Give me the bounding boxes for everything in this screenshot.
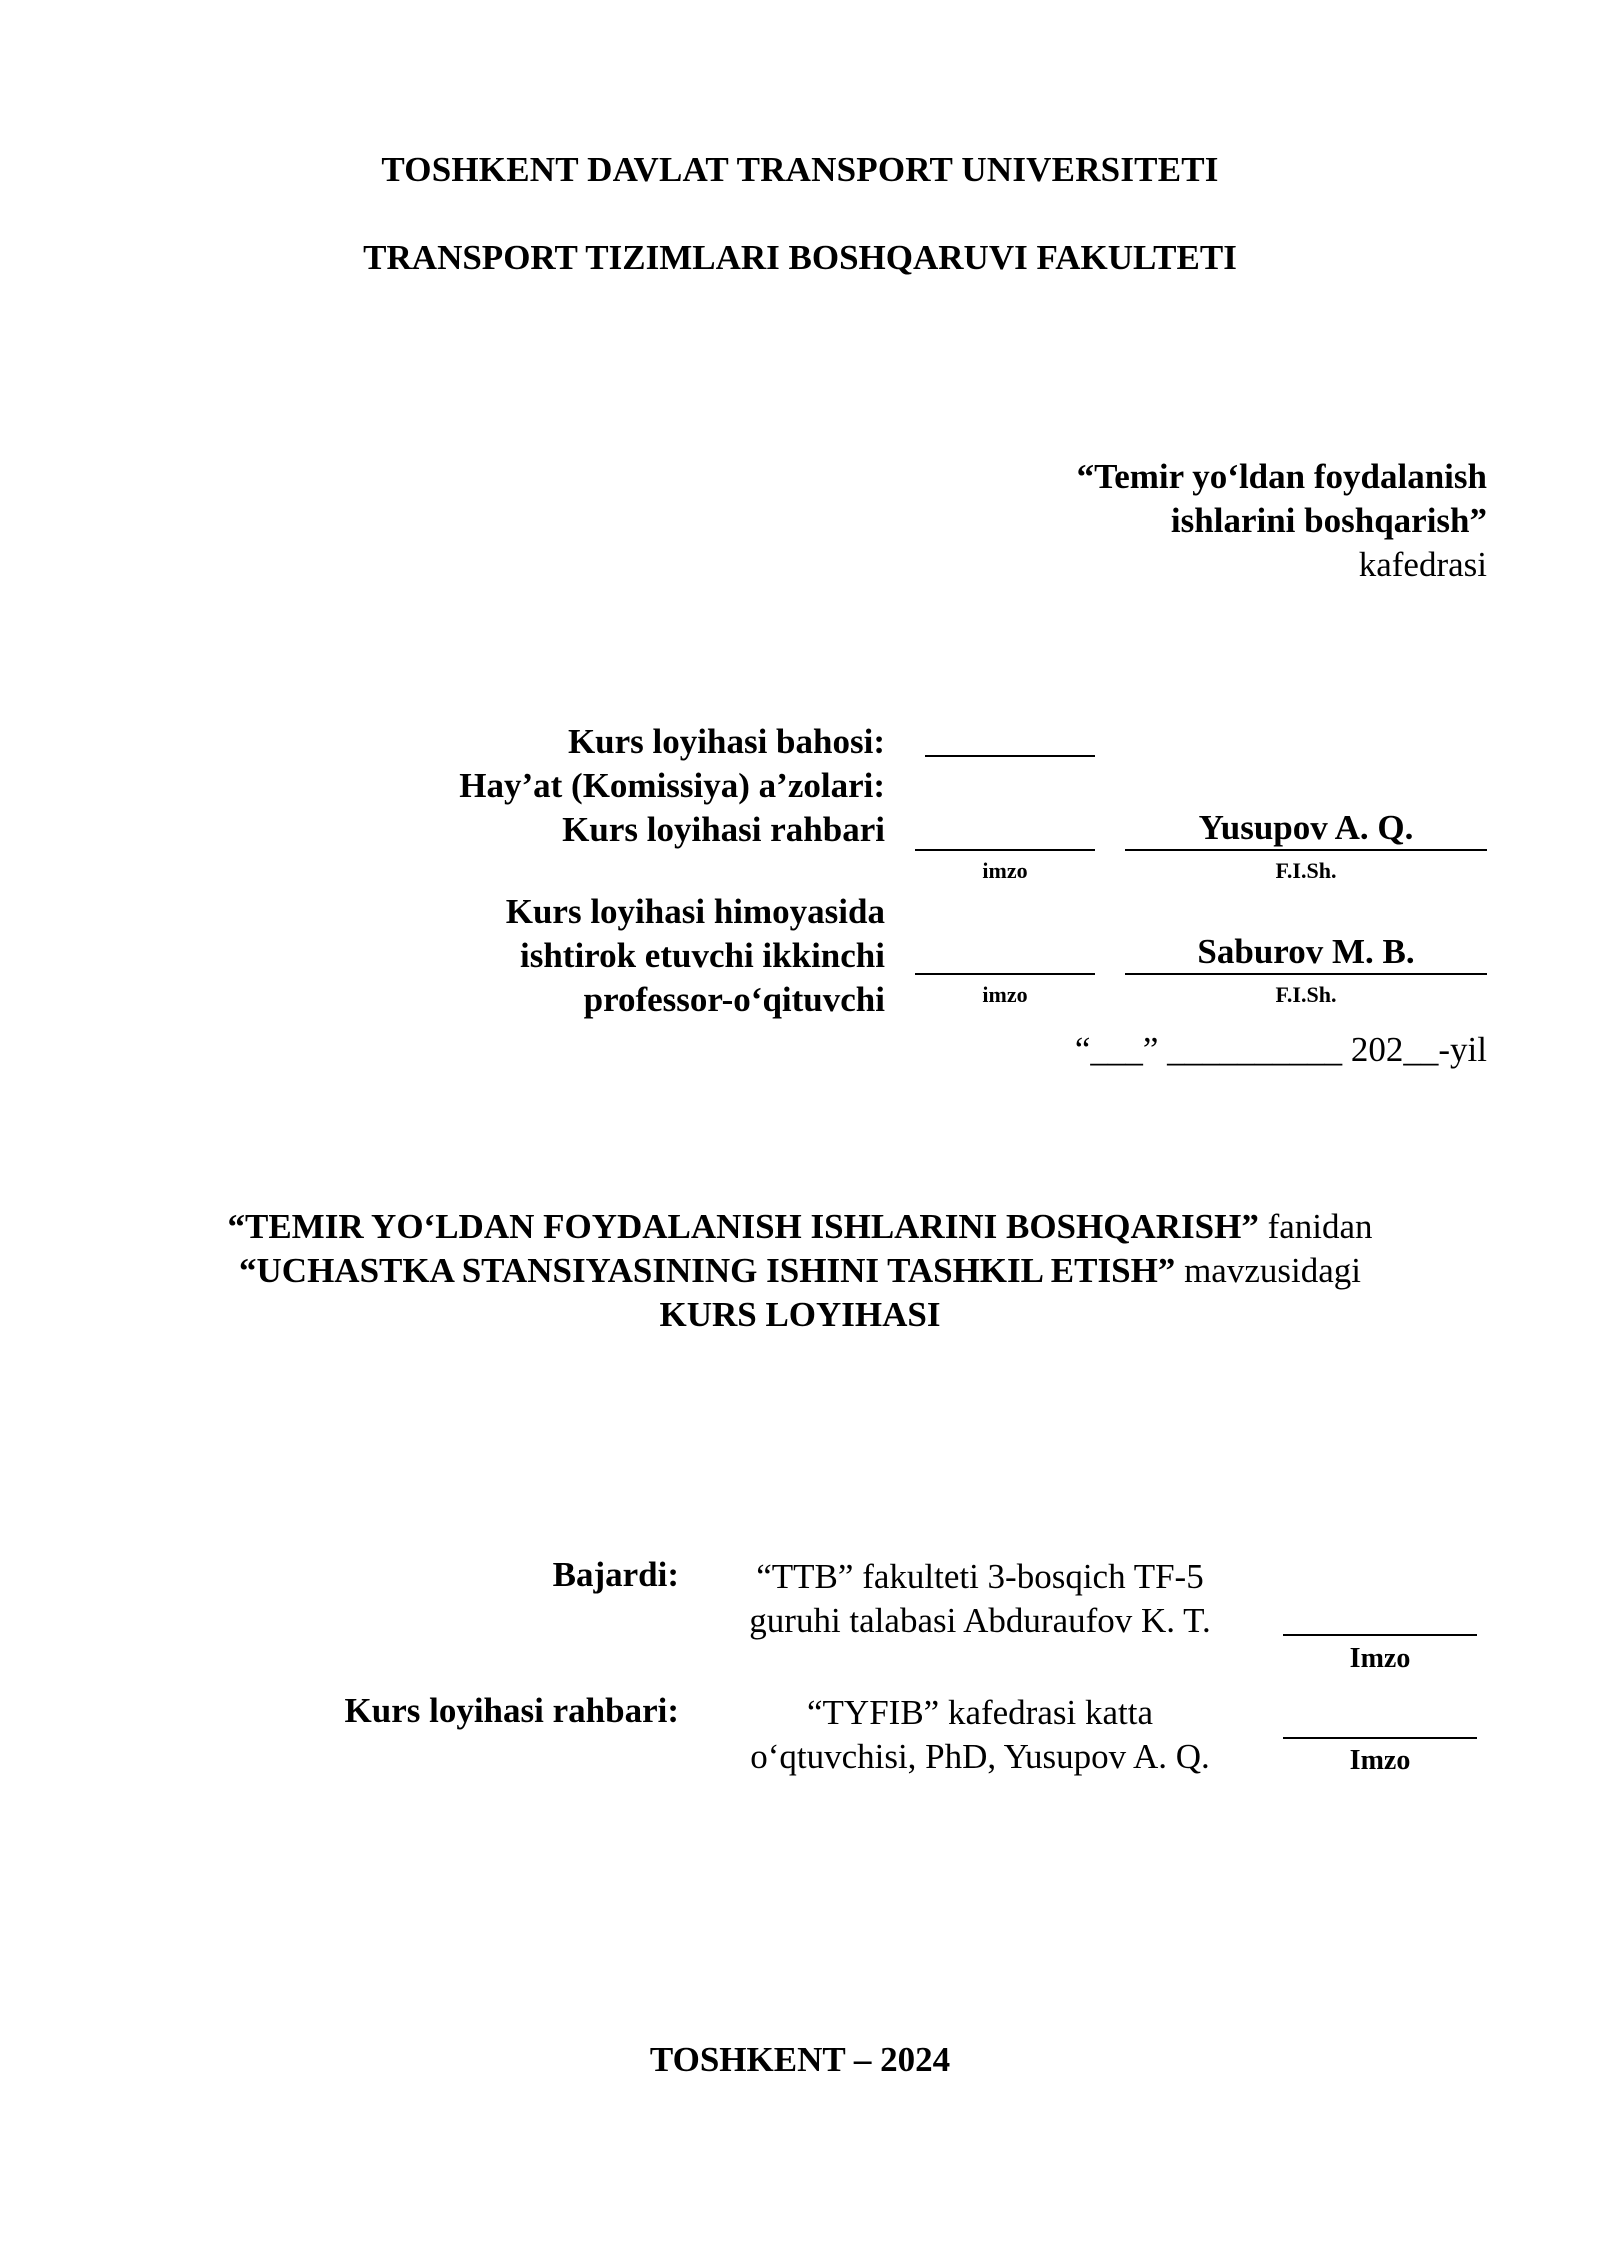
second-sign-caption: imzo bbox=[982, 982, 1028, 1007]
university-title: TOSHKENT DAVLAT TRANSPORT UNIVERSITETI bbox=[381, 150, 1219, 189]
second-teacher-label-1: Kurs loyihasi himoyasida bbox=[505, 892, 885, 931]
document-type: KURS LOYIHASI bbox=[659, 1295, 941, 1334]
department-block bbox=[1077, 455, 1487, 587]
supervisor-role-sign-line bbox=[1283, 1737, 1477, 1739]
subject-suffix: fanidan bbox=[1258, 1207, 1373, 1246]
grade-blank-line bbox=[925, 755, 1095, 757]
performed-sign-caption: Imzo bbox=[1349, 1643, 1411, 1674]
commission-label: Hay’at (Komissiya) a’zolari: bbox=[459, 766, 885, 805]
date-line: “___” __________ 202__-yil bbox=[1074, 1030, 1487, 1069]
second-name-caption: F.I.Sh. bbox=[1275, 982, 1337, 1007]
topic-line bbox=[0, 1249, 1600, 1293]
performed-line-1: “TTB” fakulteti 3-bosqich TF-5 bbox=[756, 1557, 1204, 1596]
project-title-block bbox=[0, 1205, 1600, 1337]
second-teacher-name: Saburov M. B. bbox=[1197, 932, 1415, 971]
performed-sign-line bbox=[1283, 1634, 1477, 1636]
supervisor-name: Yusupov A. Q. bbox=[1198, 808, 1414, 847]
supervisor-info-line-2: o‘qtuvchisi, PhD, Yusupov A. Q. bbox=[750, 1737, 1210, 1776]
supervisor-info bbox=[700, 1691, 1260, 1779]
second-name-line bbox=[1125, 973, 1487, 975]
department-line-3: kafedrasi bbox=[1358, 545, 1487, 584]
performed-line-2: guruhi talabasi Abduraufov K. T. bbox=[749, 1601, 1211, 1640]
subject-name: “TEMIR YO‘LDAN FOYDALANISH ISHLARINI BOSHQARISH” bbox=[227, 1207, 1259, 1246]
supervisor-name-line bbox=[1125, 849, 1487, 851]
second-sign-line bbox=[915, 973, 1095, 975]
supervisor-info-line-1: “TYFIB” kafedrasi katta bbox=[807, 1693, 1153, 1732]
topic-name: “UCHASTKA STANSIYASINING ISHINI TASHKIL ETISH” bbox=[239, 1251, 1176, 1290]
performed-info bbox=[700, 1555, 1260, 1643]
faculty-title: TRANSPORT TIZIMLARI BOSHQARUVI FAKULTETI bbox=[363, 238, 1237, 277]
subject-line bbox=[0, 1205, 1600, 1249]
supervisor-sign-caption: imzo bbox=[982, 858, 1028, 883]
supervisor-name-caption: F.I.Sh. bbox=[1275, 858, 1337, 883]
supervisor-role-sign-caption: Imzo bbox=[1349, 1745, 1411, 1776]
supervisor-sign-line bbox=[915, 849, 1095, 851]
city-year: TOSHKENT – 2024 bbox=[649, 2040, 951, 2079]
department-line-2: ishlarini boshqarish” bbox=[1170, 501, 1487, 540]
supervisor-label: Kurs loyihasi rahbari bbox=[562, 810, 885, 849]
performed-label: Bajardi: bbox=[552, 1555, 679, 1594]
topic-suffix: mavzusidagi bbox=[1175, 1251, 1361, 1290]
supervisor-role-label: Kurs loyihasi rahbari: bbox=[344, 1691, 679, 1730]
second-teacher-label-2: ishtirok etuvchi ikkinchi bbox=[519, 936, 885, 975]
second-teacher-label-3: professor-o‘qituvchi bbox=[583, 980, 885, 1019]
department-line-1: “Temir yo‘ldan foydalanish bbox=[1076, 457, 1487, 496]
grade-label: Kurs loyihasi bahosi: bbox=[567, 722, 885, 761]
